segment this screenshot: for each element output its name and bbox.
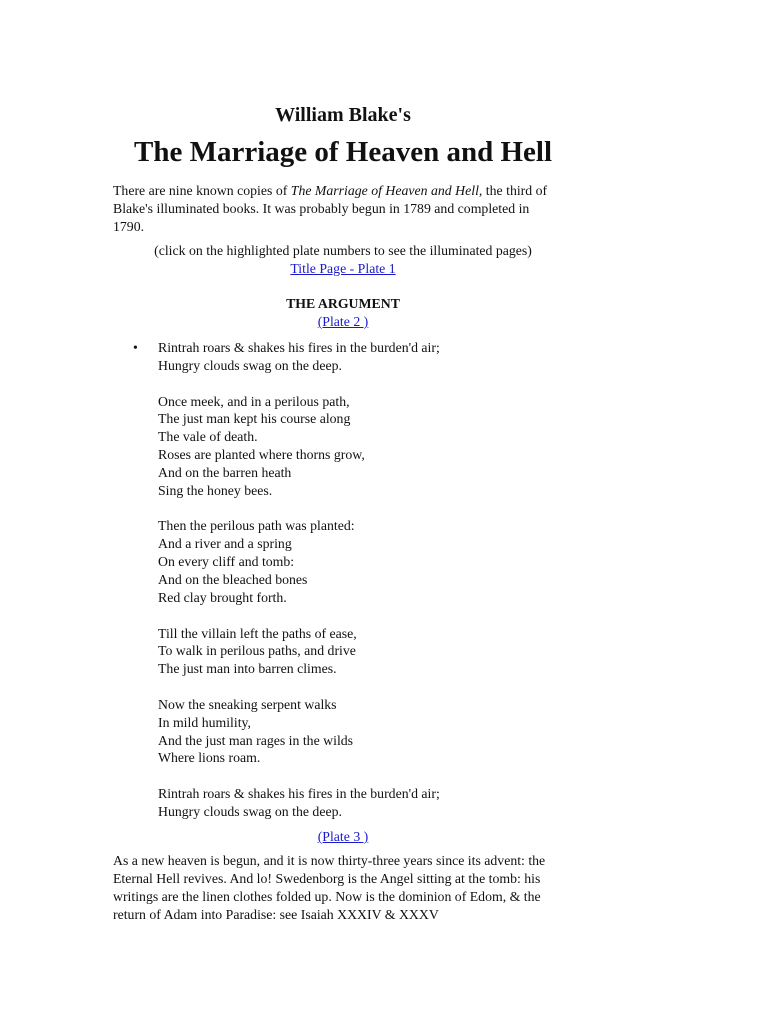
page-title: The Marriage of Heaven and Hell: [133, 136, 553, 168]
intro-work-title: The Marriage of Heaven and Hell,: [290, 183, 483, 198]
intro-text-start: There are nine known copies of: [113, 183, 291, 198]
poem-line: Where lions roam.: [158, 750, 261, 766]
poem-line: The just man into barren climes.: [158, 661, 337, 677]
author-heading: William Blake's: [275, 104, 411, 126]
poem-line: Sing the honey bees.: [158, 482, 273, 498]
poem-line: The just man kept his course along: [158, 411, 351, 427]
poem-line: And the just man rages in the wilds: [158, 732, 354, 748]
plate-2-link-row: [113, 313, 573, 331]
poem-line: The vale of death.: [158, 429, 258, 445]
poem-line: And on the barren heath: [158, 464, 292, 480]
poem-line: Rintrah roars & shakes his fires in the burden'd air;: [158, 786, 440, 802]
plate-3-link[interactable]: (Plate 3 ): [317, 829, 369, 844]
poem-line: Red clay brought forth.: [158, 589, 287, 605]
poem-stanza: [158, 625, 568, 679]
poem-line: Roses are planted where thorns grow,: [158, 447, 365, 463]
poem-stanza: [158, 696, 568, 767]
title-page-plate-1-link[interactable]: Title Page - Plate 1: [290, 261, 396, 276]
argument-heading: THE ARGUMENT: [286, 296, 400, 311]
poem-line: On every cliff and tomb:: [158, 554, 295, 570]
poem-stanza: [158, 517, 568, 606]
poem-line: In mild humility,: [158, 714, 252, 730]
poem-line: Hungry clouds swag on the deep.: [158, 803, 342, 819]
plate-2-link[interactable]: (Plate 2 ): [317, 314, 369, 329]
poem-line: Hungry clouds swag on the deep.: [158, 357, 342, 373]
poem-stanza: [158, 785, 568, 821]
plate-3-link-row: [113, 828, 573, 846]
poem-line: Once meek, and in a perilous path,: [158, 393, 350, 409]
poem-line: Now the sneaking serpent walks: [158, 696, 337, 712]
bullet-icon: •: [133, 340, 138, 355]
poem-line: And on the bleached bones: [158, 571, 308, 587]
poem-stanza: [158, 393, 568, 500]
poem-line: Till the villain left the paths of ease,: [158, 625, 357, 641]
poem-stanza: [158, 339, 568, 375]
argument-poem: [158, 339, 568, 821]
poem-line: And a river and a spring: [158, 536, 292, 552]
poem-line: To walk in perilous paths, and drive: [158, 643, 356, 659]
prose-paragraph: As a new heaven is begun, and it is now thirty-three years since its advent: the Eternal Hell revives. And lo! Swedenborg is the Angel sitting at the tomb: his writings are the linen clothes folded up. Now is the dominion of Edom, & the return of Adam into Paradise: see Isaiah XXXIV & XXXV: [113, 853, 546, 922]
intro-paragraph: [113, 182, 563, 236]
intro-text-end: the third of Blake's illuminated books. It was probably begun in 1789 and completed in 1790.: [113, 183, 548, 234]
poem-line: Then the perilous path was planted:: [158, 518, 355, 534]
title-page-link-row: [113, 260, 573, 278]
poem-line: Rintrah roars & shakes his fires in the burden'd air;: [158, 340, 440, 355]
click-note: (click on the highlighted plate numbers to see the illuminated pages): [154, 243, 532, 258]
